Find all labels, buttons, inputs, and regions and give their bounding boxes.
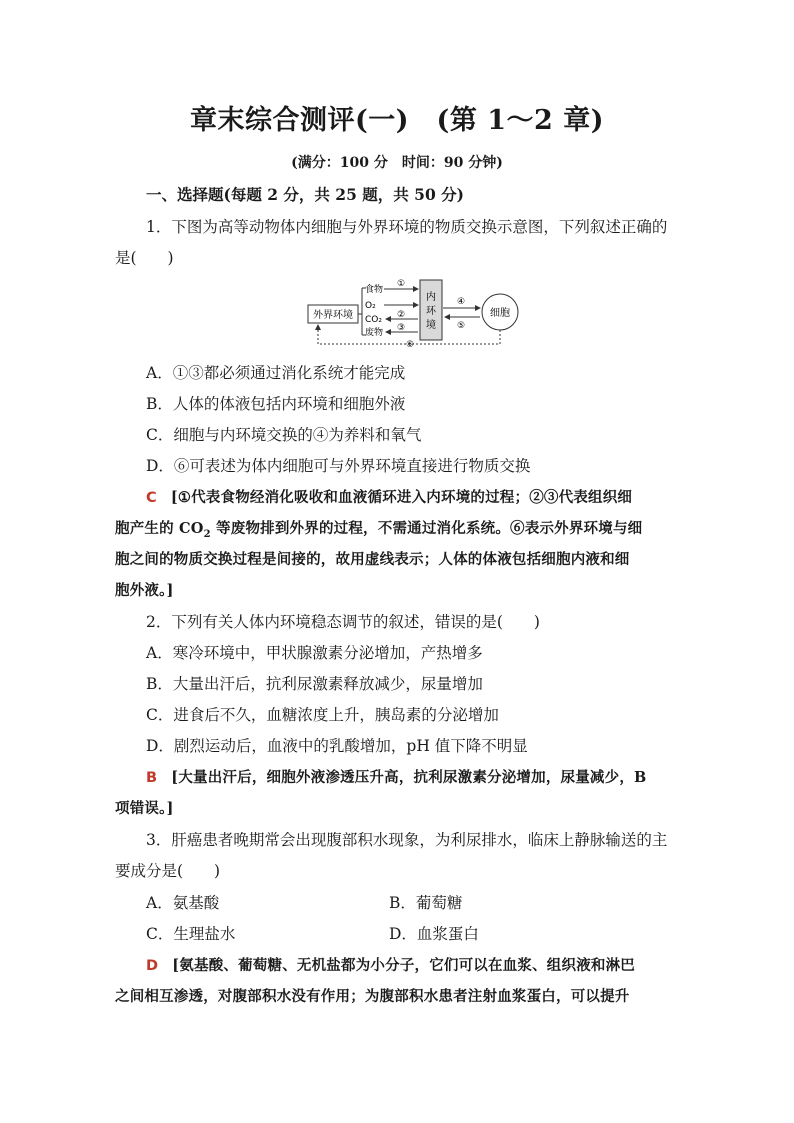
num-2: ② bbox=[397, 310, 406, 320]
q1-explanation-line4: 胞外液。] bbox=[115, 582, 174, 599]
q1-stem-line2: 是( ) bbox=[115, 249, 174, 267]
q2-option-a: A．寒冷环境中，甲状腺激素分泌增加，产热增多 bbox=[146, 644, 483, 662]
q2-option-b: B．大量出汗后，抗利尿激素释放减少，尿量增加 bbox=[146, 675, 483, 693]
q1-explanation-line1: C [①代表食物经消化吸收和血液循环进入内环境的过程；②③代表组织细 bbox=[146, 489, 633, 506]
cell-label: 细胞 bbox=[490, 308, 510, 319]
q2-explanation-line2: 项错误。] bbox=[115, 800, 174, 817]
inner-char-1: 内 bbox=[426, 292, 436, 303]
q2-stem: 2．下列有关人体内环境稳态调节的叙述，错误的是( ) bbox=[146, 613, 540, 631]
q1-option-c: C．细胞与内环境交换的④为养料和氧气 bbox=[146, 426, 422, 444]
q3-stem-line1: 3．肝癌患者晚期常会出现腹部积水现象，为利尿排水，临床上静脉输送的主 bbox=[146, 831, 668, 849]
num-5: ⑤ bbox=[457, 321, 466, 331]
q3-stem-line2: 要成分是( ) bbox=[115, 862, 221, 880]
food-label: 食物 bbox=[365, 285, 384, 295]
page-subtitle: (满分：100 分 时间：90 分钟) bbox=[291, 155, 503, 171]
q3-option-a: A．氨基酸 bbox=[146, 894, 220, 912]
q3-explanation-line2: 之间相互渗透，对腹部积水没有作用；为腹部积水患者注射血浆蛋白，可以提升 bbox=[115, 988, 630, 1005]
q3-explanation-line1: D [氨基酸、葡萄糖、无机盐都为小分子，它们可以在血浆、组织液和淋巴 bbox=[146, 957, 636, 974]
section-heading: 一、选择题(每题 2 分，共 25 题，共 50 分) bbox=[146, 185, 464, 204]
q2-answer: B bbox=[146, 770, 158, 786]
num-4: ④ bbox=[457, 297, 466, 307]
waste-label: 废物 bbox=[365, 328, 384, 338]
q3-option-d: D．血浆蛋白 bbox=[389, 925, 479, 943]
q2-explanation-line1: B [大量出汗后，细胞外液渗透压升高，抗利尿激素分泌增加，尿量减少，B bbox=[146, 769, 647, 786]
q1-option-a: A．①③都必须通过消化系统才能完成 bbox=[146, 364, 406, 382]
o2-label: O₂ bbox=[365, 301, 376, 311]
inner-char-2: 环 bbox=[426, 306, 436, 317]
num-1: ① bbox=[397, 279, 406, 289]
num-6: ⑥ bbox=[406, 340, 415, 350]
q2-option-c: C．进食后不久，血糖浓度上升，胰岛素的分泌增加 bbox=[146, 706, 499, 724]
page-title: 章末综合测评(一) (第 1～2 章) bbox=[190, 105, 604, 136]
q1-stem-line1: 1．下图为高等动物体内细胞与外界环境的物质交换示意图，下列叙述正确的 bbox=[146, 218, 668, 236]
q1-option-b: B．人体的体液包括内环境和细胞外液 bbox=[146, 395, 406, 413]
num-3: ③ bbox=[397, 323, 406, 333]
q2-option-d: D．剧烈运动后，血液中的乳酸增加，pH 值下降不明显 bbox=[146, 737, 528, 755]
co2-label: CO₂ bbox=[365, 315, 382, 325]
q3-option-b: B．葡萄糖 bbox=[389, 894, 463, 912]
inner-char-3: 境 bbox=[426, 320, 436, 331]
q3-answer: D bbox=[146, 958, 159, 974]
q1-option-d: D．⑥可表述为体内细胞可与外界环境直接进行物质交换 bbox=[146, 457, 531, 475]
env-label: 外界环境 bbox=[313, 310, 353, 321]
q1-answer: C bbox=[146, 490, 157, 506]
q3-option-c: C．生理盐水 bbox=[146, 925, 236, 943]
q1-explanation-line3: 胞之间的物质交换过程是间接的，故用虚线表示；人体的体液包括细胞内液和细 bbox=[115, 551, 630, 568]
q1-explanation-line2: 胞产生的 $CO_2$ 等废物排到外界的过程，不需通过消化系统。⑥表示外界环境与细 bbox=[115, 520, 643, 540]
q1-exchange-diagram bbox=[300, 276, 526, 350]
